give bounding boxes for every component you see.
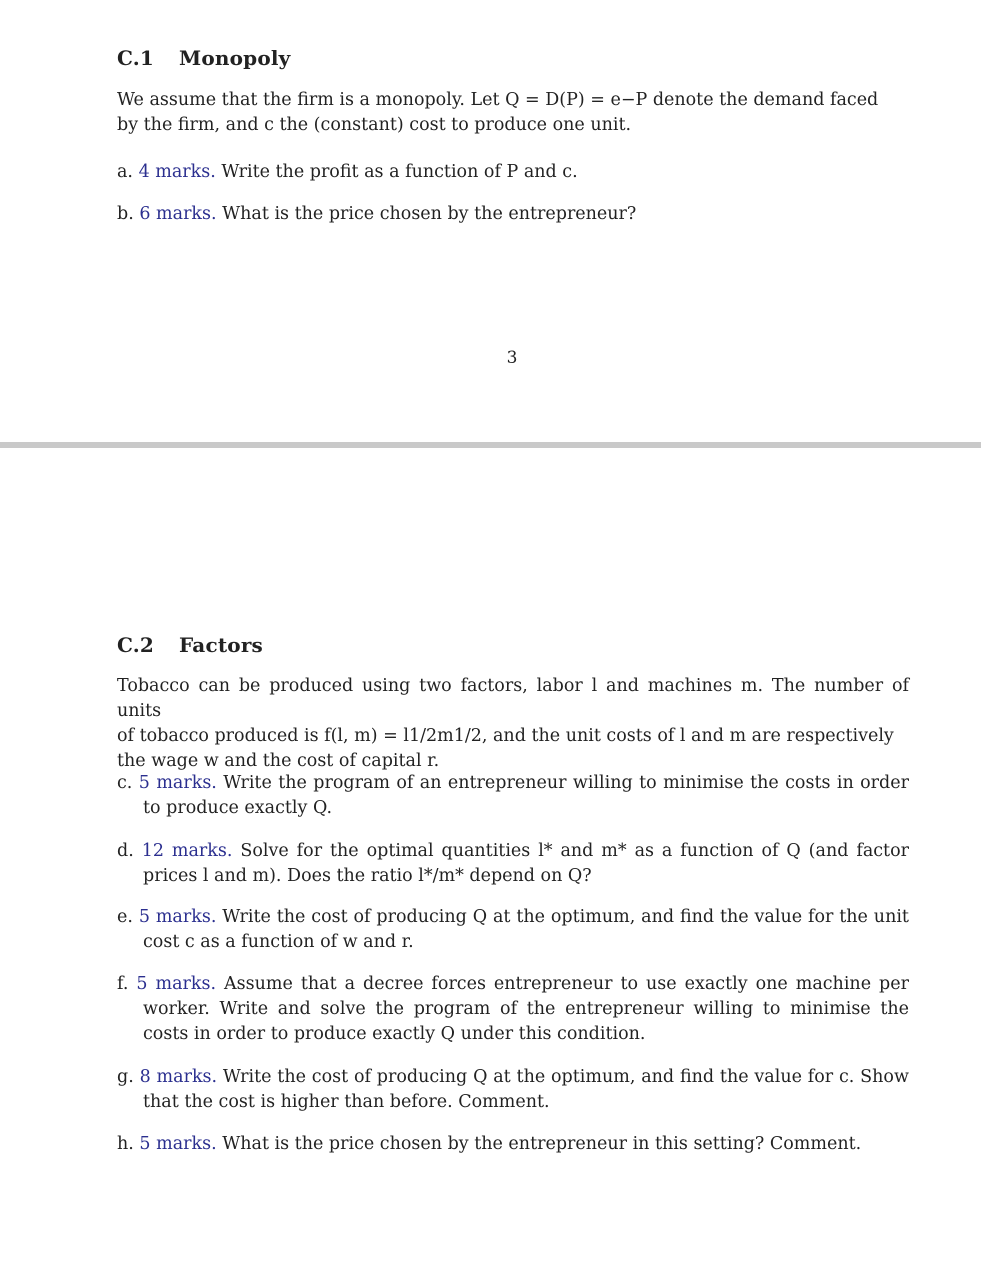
question-e — [117, 905, 909, 955]
question-b — [117, 202, 909, 227]
intro-paragraph — [117, 674, 909, 774]
question-body — [117, 1065, 909, 1115]
section-title: Factors — [179, 633, 264, 657]
page-4 — [0, 448, 981, 1280]
question-letter: f. — [117, 974, 129, 994]
section-title: Monopoly — [179, 46, 291, 70]
question-text: Write the program of an entrepreneur willing to minimise the costs in order to produce exactly Q. — [143, 773, 909, 818]
page-3 — [0, 0, 981, 442]
question-marks: 6 marks. — [139, 204, 217, 224]
question-text: Solve for the optimal quantities l* and m* as a function of Q (and factor prices l and m). Does the ratio l*/m* depend on Q? — [143, 841, 909, 886]
question-letter: h. — [117, 1134, 134, 1154]
question-marks: 4 marks. — [138, 162, 216, 182]
question-letter: g. — [117, 1067, 134, 1087]
question-marks: 5 marks. — [138, 773, 217, 793]
intro-line-2: by the firm, and c the (constant) cost to produce one unit. — [117, 115, 632, 135]
question-letter: e. — [117, 907, 133, 927]
question-body — [117, 202, 909, 227]
question-text: Write the cost of producing Q at the optimum, and find the value for c. Show that the cost is higher than before. Comment. — [143, 1067, 909, 1112]
intro-line-1: Tobacco can be produced using two factors, labor l and machines m. The number of units — [117, 676, 909, 721]
question-text: What is the price chosen by the entrepreneur? — [222, 204, 637, 224]
question-letter: c. — [117, 773, 133, 793]
question-body — [117, 1132, 909, 1157]
question-marks: 12 marks. — [141, 841, 233, 861]
question-f — [117, 972, 909, 1047]
question-text: Write the cost of producing Q at the optimum, and find the value for the unit cost c as a function of w and r. — [143, 907, 909, 952]
question-body — [117, 160, 909, 185]
question-body — [117, 771, 909, 821]
question-body — [117, 972, 909, 1047]
intro-paragraph — [117, 88, 909, 138]
intro-line-2: of tobacco produced is f(l, m) = l1/2m1/2, and the unit costs of l and m are respectively — [117, 726, 894, 746]
section-number: C.1 — [117, 46, 155, 70]
question-g — [117, 1065, 909, 1115]
question-marks: 5 marks. — [136, 974, 217, 994]
question-text: What is the price chosen by the entrepreneur in this setting? Comment. — [222, 1134, 862, 1154]
question-text: Assume that a decree forces entrepreneur to use exactly one machine per worker. Write and solve the program of the entrepreneur willing to minimise the costs in order to produce exactly Q under this condition. — [143, 974, 909, 1044]
intro-line-1: We assume that the firm is a monopoly. Let Q = D(P) = e−P denote the demand faced — [117, 90, 879, 110]
question-body — [117, 839, 909, 889]
section-heading-c1 — [117, 46, 291, 70]
question-a — [117, 160, 909, 185]
question-h — [117, 1132, 909, 1157]
intro-line-3: the wage w and the cost of capital r. — [117, 751, 440, 771]
question-body — [117, 905, 909, 955]
question-marks: 8 marks. — [139, 1067, 218, 1087]
question-marks: 5 marks. — [139, 1134, 217, 1154]
page-number: 3 — [506, 348, 518, 368]
question-letter: a. — [117, 162, 133, 182]
question-letter: b. — [117, 204, 134, 224]
question-d — [117, 839, 909, 889]
question-letter: d. — [117, 841, 134, 861]
section-number: C.2 — [117, 633, 155, 657]
question-marks: 5 marks. — [138, 907, 217, 927]
question-text: Write the profit as a function of P and c. — [221, 162, 578, 182]
section-heading-c2 — [117, 633, 263, 657]
question-c — [117, 771, 909, 821]
